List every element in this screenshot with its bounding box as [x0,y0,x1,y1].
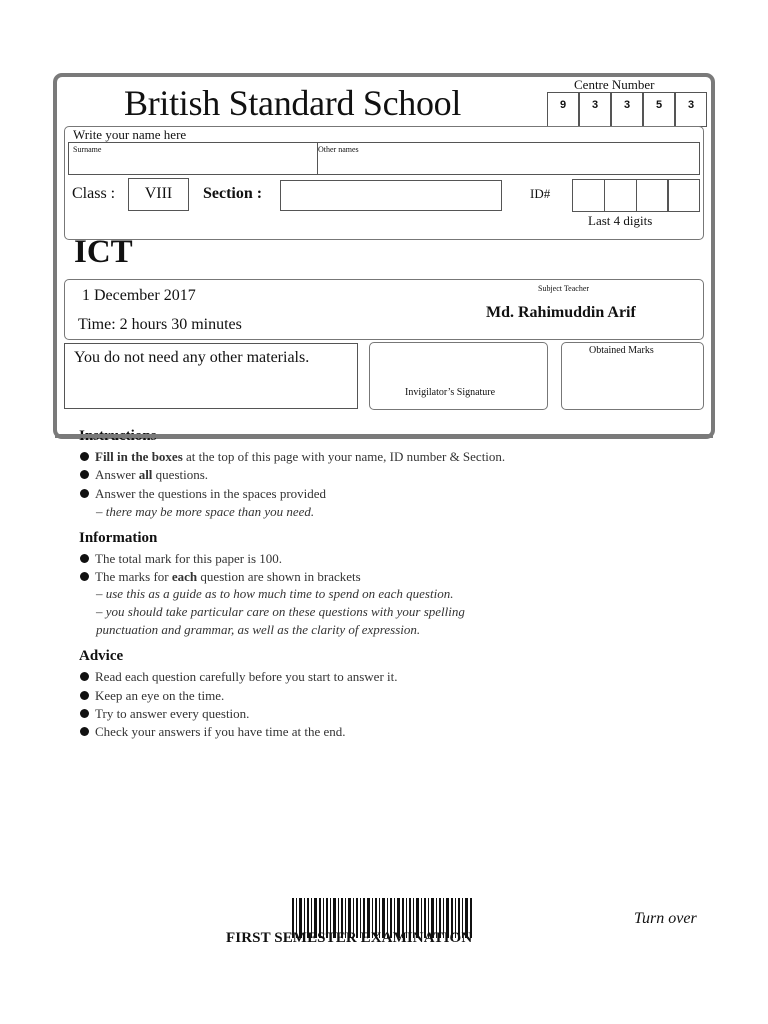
name-prompt: Write your name here [73,127,187,142]
list-item: Answer all questions. [80,467,208,483]
section-field[interactable] [280,180,502,211]
bullet-icon [80,727,89,736]
exam-date: 1 December 2017 [82,287,196,304]
school-name: British Standard School [124,83,462,123]
list-subitem: – you should take particular care on these questions with your spelling [96,604,465,619]
list-item: Answer the questions in the spaces provided [80,486,326,502]
list-item: Keep an eye on the time. [80,688,224,704]
list-subitem: – use this as a guide as to how much time to spend on each question. [96,586,454,601]
centre-number-digit: 3 [579,92,611,127]
subject-title: ICT [74,234,133,270]
id-label: ID# [530,186,551,201]
teacher-label: Subject Teacher [538,284,590,293]
invigilator-label: Invigilator’s Signature [405,387,496,398]
id-hint: Last 4 digits [588,213,653,228]
list-item: Fill in the boxes at the top of this page with your name, ID number & Section. [80,449,505,465]
other-names-label: Other names [318,145,359,154]
bullet-icon [80,489,89,498]
centre-number-digit: 5 [643,92,675,127]
list-subitem: – there may be more space than you need. [96,504,315,519]
list-item: Check your answers if you have time at the end. [80,724,346,740]
exam-title-footer: FIRST SEMESTER EXAMINATION [226,930,473,946]
bullet-icon [80,691,89,700]
list-subitem: punctuation and grammar, as well as the clarity of expression. [96,622,421,637]
id-digit-field[interactable] [667,179,700,212]
bullet-icon [80,554,89,563]
class-label: Class : [72,185,116,202]
id-digit-field[interactable] [572,179,605,212]
centre-number-digit: 3 [675,92,707,127]
surname-field[interactable] [68,142,318,175]
invigilator-signature-box[interactable] [369,342,548,410]
bullet-icon [80,672,89,681]
centre-number-digit: 3 [611,92,643,127]
frame-bottom-edge [55,434,713,438]
teacher-name: Md. Rahimuddin Arif [486,304,636,321]
information-heading: Information [79,530,158,546]
id-digit-field[interactable] [604,179,637,212]
list-item: The marks for each question are shown in brackets [80,569,361,585]
bullet-icon [80,709,89,718]
class-field[interactable]: VIII [128,178,189,211]
bullet-icon [80,470,89,479]
id-digit-field[interactable] [636,179,669,212]
advice-heading: Advice [79,648,124,664]
centre-number-digit: 9 [547,92,579,127]
obtained-marks-label: Obtained Marks [589,345,654,356]
list-item: The total mark for this paper is 100. [80,551,282,567]
other-names-field[interactable] [317,142,700,175]
bullet-icon [80,572,89,581]
exam-duration: Time: 2 hours 30 minutes [78,316,242,333]
surname-label: Surname [73,145,102,154]
centre-number-label: Centre Number [574,77,655,92]
bullet-icon [80,452,89,461]
turn-over-note: Turn over [634,910,697,927]
section-label: Section : [203,185,263,202]
list-item: Read each question carefully before you start to answer it. [80,669,398,685]
materials-note: You do not need any other materials. [74,349,310,366]
list-item: Try to answer every question. [80,706,249,722]
